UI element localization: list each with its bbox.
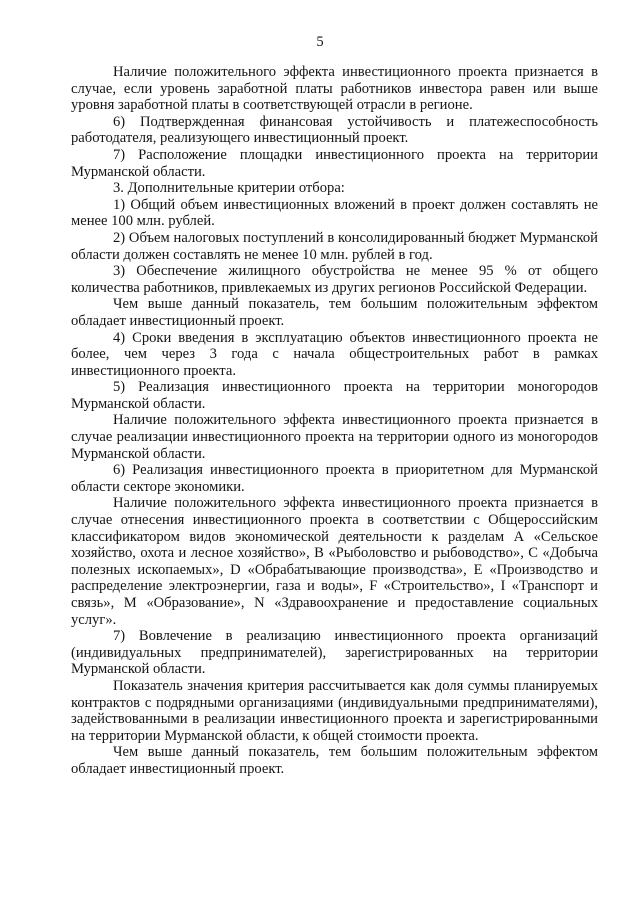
paragraph: 7) Вовлечение в реализацию инвестиционного проекта организаций (индивидуальных предпринимателей), зарегистрированных на территории Мурманской области. [71,628,598,678]
section-heading: 3. Дополнительные критерии отбора: [113,180,345,197]
paragraph: Наличие положительного эффекта инвестиционного проекта признается в случае реализации инвестиционного проекта на территории одного из моногородов Мурманской области. [71,412,598,462]
paragraph: 2) Объем налоговых поступлений в консолидированный бюджет Мурманской области должен составлять не менее 10 млн. рублей в год. [71,229,598,263]
paragraph: Наличие положительного эффекта инвестиционного проекта признается в случае, если уровень заработной платы работников инвестора равен или выше уровня заработной платы в соответствующей отрасли в регионе. [71,64,598,114]
paragraph: Чем выше данный показатель, тем большим положительным эффектом обладает инвестиционный проект. [71,296,598,329]
paragraph: 3) Обеспечение жилищного обустройства не менее 95 % от общего количества работников, привлекаемых из других регионов Российской Федерации. [71,263,598,296]
paragraph: 7) Расположение площадки инвестиционного проекта на территории Мурманской области. [71,146,598,180]
paragraph: 5) Реализация инвестиционного проекта на территории моногородов Мурманской области. [71,379,598,412]
paragraph: 6) Подтвержденная финансовая устойчивость и платежеспособность работодателя, реализующего инвестиционный проект. [71,113,598,147]
paragraph: Чем выше данный показатель, тем большим положительным эффектом обладает инвестиционный проект. [71,744,598,777]
paragraph: 6) Реализация инвестиционного проекта в приоритетном для Мурманской области секторе экономики. [71,462,598,495]
paragraph: Показатель значения критерия рассчитывается как доля суммы планируемых контрактов с подрядными организациями (индивидуальными предпринимателями), задействованными в реализации инвестиционного проекта и зарегистрированными на территории Мурманской области, к общей стоимости проекта. [71,677,598,744]
paragraph: 4) Сроки введения в эксплуатацию объектов инвестиционного проекта не более, чем через 3 года с начала общестроительных работ в рамках инвестиционного проекта. [71,329,598,379]
paragraph: 1) Общий объем инвестиционных вложений в проект должен составлять не менее 100 млн. рублей. [71,196,598,230]
document-body [71,64,598,778]
paragraph: Наличие положительного эффекта инвестиционного проекта признается в случае отнесения инвестиционного проекта в соответствии с Общероссийским классификатором видов экономической деятельности к разделам А «Сельское хозяйство, охота и лесное хозяйство», В «Рыболовство и рыбоводство», С «Добыча полезных ископаемых», D «Обрабатывающие производства», Е «Производство и распределение электроэнергии, газа и воды», F «Строительство», I «Транспорт и связь», М «Образование», N «Здравоохранение и предоставление социальных услуг». [71,495,598,628]
page-number: 5 [316,34,324,50]
